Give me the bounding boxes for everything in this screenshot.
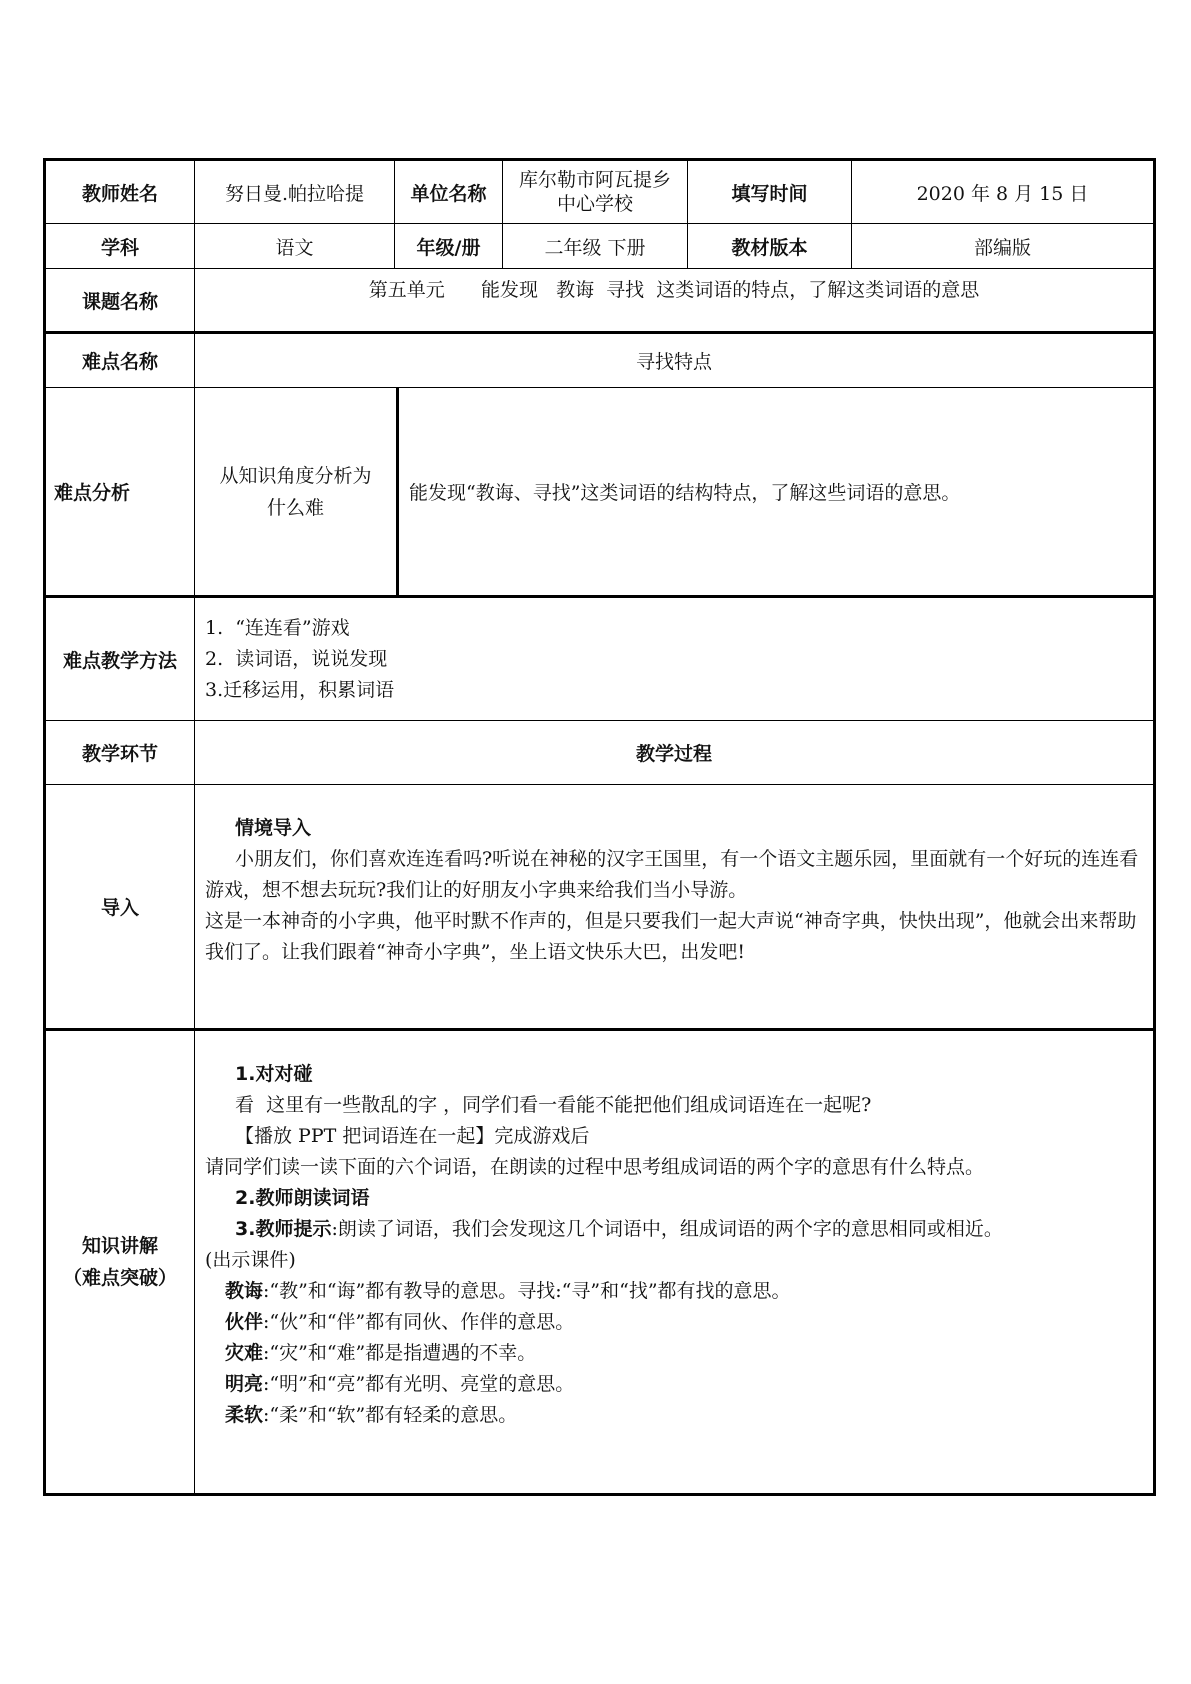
word-term: 明亮 <box>225 1373 264 1395</box>
row-subject <box>45 224 1155 269</box>
intro-paragraph-1: 小朋友们，你们喜欢连连看吗?听说在神秘的汉字王国里，有一个语文主题乐园，里面就有一个好玩的连连看游戏，想不想去玩玩?我们让的好朋友小字典来给我们当小导游。 <box>205 848 1139 901</box>
intro-heading: 情境导入 <box>235 817 312 839</box>
step-1-note: 【播放 PPT 把词语连在一起】完成游戏后 <box>235 1125 590 1147</box>
grade-value: 二年级 下册 <box>503 224 688 269</box>
word-explanation <box>205 1369 1145 1400</box>
difficulty-value: 寻找特点 <box>195 333 1155 388</box>
intro-content <box>195 785 1155 1030</box>
row-analysis <box>45 388 1155 597</box>
methods-item: 2. 读词语，说说发现 <box>205 647 388 670</box>
difficulty-label: 难点名称 <box>45 333 195 388</box>
word-meaning: :“柔”和“软”都有轻柔的意思。 <box>263 1404 518 1426</box>
unit-name-line2: 中心学校 <box>556 193 633 215</box>
methods-label: 难点教学方法 <box>45 597 195 721</box>
row-process-header <box>45 721 1155 785</box>
word-term: 教诲 <box>225 1280 264 1302</box>
fill-date-label: 填写时间 <box>688 160 852 224</box>
row-difficulty <box>45 333 1155 388</box>
lesson-plan-sheet <box>43 158 1153 1496</box>
intro-paragraph-2: 这是一本神奇的小字典，他平时默不作声的，但是只要我们一起大声说“神奇字典，快快出现”，他就会出来帮助我们了。让我们跟着“神奇小字典”，坐上语文快乐大巴，出发吧! <box>205 910 1137 963</box>
row-knowledge <box>45 1030 1155 1495</box>
knowledge-label <box>45 1030 195 1495</box>
edition-label: 教材版本 <box>688 224 852 269</box>
topic-value: 第五单元 能发现 教诲 寻找 这类词语的特点，了解这类词语的意思 <box>195 269 1155 333</box>
word-term: 灾难 <box>225 1342 264 1364</box>
step-3-text: :朗读了词语，我们会发现这几个词语中，组成词语的两个字的意思相同或相近。 <box>331 1218 1003 1240</box>
fill-date-value: 2020 年 8 月 15 日 <box>852 160 1155 224</box>
row-methods <box>45 597 1155 721</box>
unit-name-value <box>503 160 688 224</box>
unit-name-line1: 库尔勒市阿瓦提乡 <box>518 169 671 191</box>
stage-label: 教学环节 <box>45 721 195 785</box>
intro-label: 导入 <box>45 785 195 1030</box>
topic-label: 课题名称 <box>45 269 195 333</box>
knowledge-label-line1: 知识讲解 <box>81 1235 158 1257</box>
word-meaning: :“明”和“亮”都有光明、亮堂的意思。 <box>263 1373 575 1395</box>
unit-name-label: 单位名称 <box>395 160 503 224</box>
word-explanation <box>205 1338 1145 1369</box>
analysis-cell <box>195 388 1155 597</box>
teacher-name-value: 努日曼.帕拉哈提 <box>195 160 395 224</box>
word-meaning: :“教”和“诲”都有教导的意思。寻找:“寻”和“找”都有找的意思。 <box>263 1280 791 1302</box>
subject-value: 语文 <box>195 224 395 269</box>
subject-label: 学科 <box>45 224 195 269</box>
knowledge-label-line2: （难点突破） <box>62 1267 177 1289</box>
edition-value: 部编版 <box>852 224 1155 269</box>
methods-item: 1. “连连看”游戏 <box>205 616 350 639</box>
analysis-sub-label-line2: 什么难 <box>266 496 324 519</box>
step-3-heading: 3.教师提示 <box>235 1218 332 1240</box>
word-meaning: :“伙”和“伴”都有同伙、作伴的意思。 <box>263 1311 575 1333</box>
word-term: 伙伴 <box>225 1311 264 1333</box>
teacher-name-label: 教师姓名 <box>45 160 195 224</box>
process-label: 教学过程 <box>195 721 1155 785</box>
word-explanation <box>205 1307 1145 1338</box>
analysis-sub-label-line1: 从知识角度分析为 <box>219 464 372 487</box>
step-3-line <box>205 1214 1145 1245</box>
analysis-value: 能发现“教诲、寻找”这类词语的结构特点，了解这些词语的意思。 <box>409 482 961 504</box>
word-term: 柔软 <box>225 1404 264 1426</box>
word-explanation <box>205 1276 1145 1307</box>
methods-list <box>195 597 1155 721</box>
step-1-heading: 1.对对碰 <box>235 1063 313 1085</box>
knowledge-content <box>195 1030 1155 1495</box>
analysis-label: 难点分析 <box>45 388 195 597</box>
step-2-heading: 2.教师朗读词语 <box>235 1187 370 1209</box>
step-1-text: 看 这里有一些散乱的字 ，同学们看一看能不能把他们组成词语连在一起呢? <box>235 1094 872 1116</box>
row-topic <box>45 269 1155 333</box>
analysis-sub-label <box>195 388 399 595</box>
methods-item: 3.迁移运用，积累词语 <box>205 678 395 701</box>
word-meaning: :“灾”和“难”都是指遭遇的不幸。 <box>263 1342 537 1364</box>
row-intro <box>45 785 1155 1030</box>
word-explanation <box>205 1400 1145 1431</box>
row-teacher <box>45 160 1155 224</box>
lesson-plan-table <box>43 158 1156 1496</box>
grade-label: 年级/册 <box>395 224 503 269</box>
step-1-instruction: 请同学们读一读下面的六个词语，在朗读的过程中思考组成词语的两个字的意思有什么特点。 <box>205 1156 985 1178</box>
courseware-note: (出示课件) <box>205 1249 296 1271</box>
